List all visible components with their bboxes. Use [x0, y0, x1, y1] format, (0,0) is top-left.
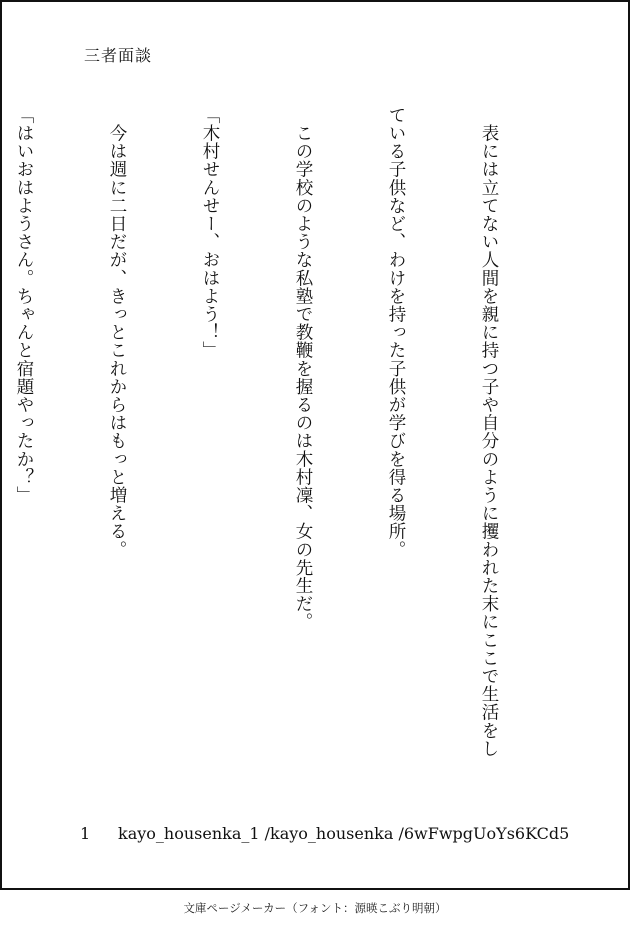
vertical-body-text [0, 106, 566, 806]
source-id: kayo_housenka_1 /kayo_housenka /6wFwpgUoYs6KCd5 [118, 824, 570, 843]
text-column: 「木村せんせー、おはよう！」 [200, 106, 220, 360]
text-column: この学校のような私塾で教鞭を握るのは木村凜、女の先生だ。 [293, 106, 313, 631]
page-footer [80, 824, 569, 844]
text-column: ている子供など、わけを持った子供が学びを得る場所。 [386, 106, 406, 559]
text-column: 今は週に二日だが、きっとこれからはもっと増える。 [107, 106, 127, 559]
text-column: 表には立てない人間を親に持つ子や自分のように攫われた末にここで生活をし [479, 106, 499, 758]
generator-credit: 文庫ページメーカー（フォント：源暎こぶり明朝） [183, 901, 447, 915]
page-title: 三者面談 [84, 46, 153, 65]
text-column: 「はいおはようさん。ちゃんと宿題やったか？」 [14, 106, 34, 505]
page-number: 1 [80, 824, 91, 843]
